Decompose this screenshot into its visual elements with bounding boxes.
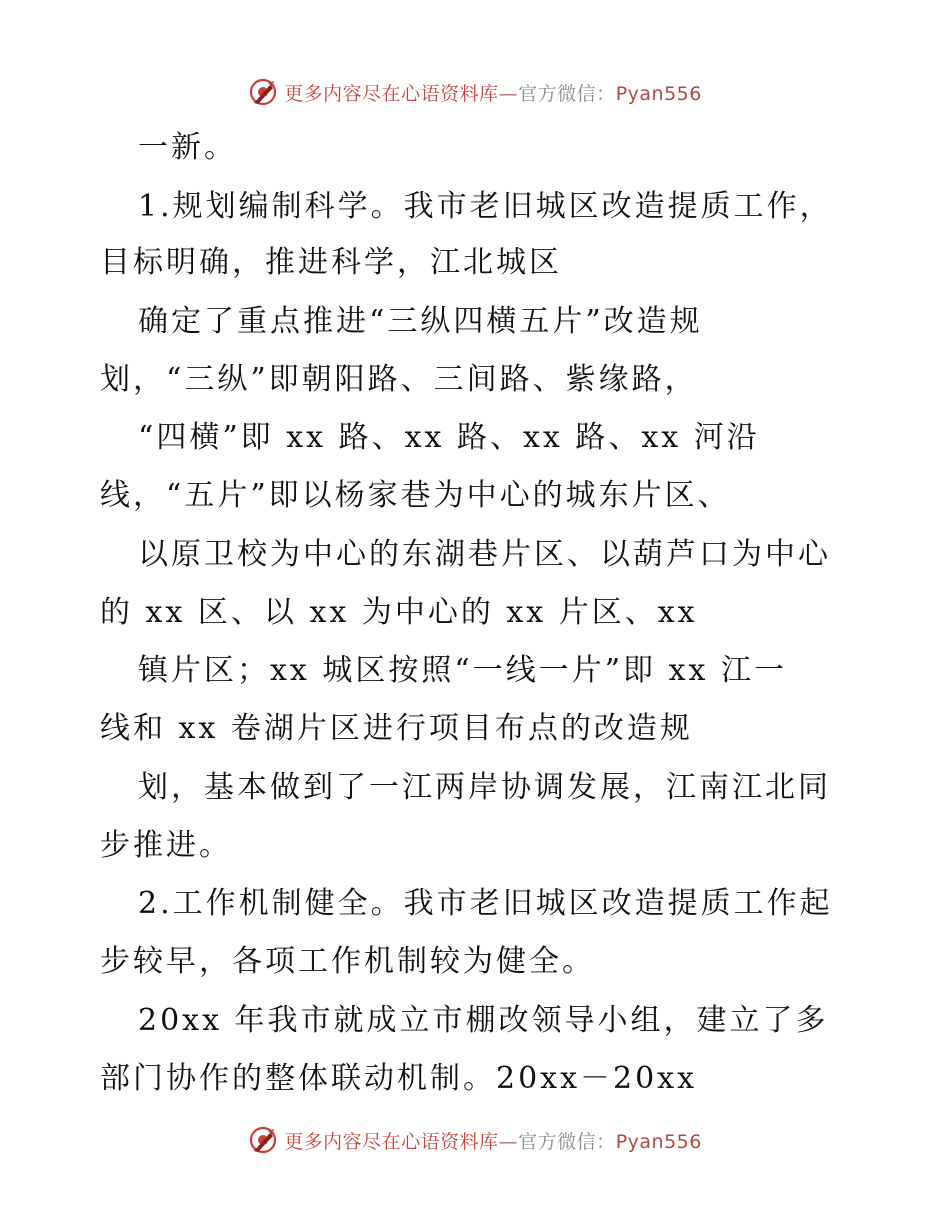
body-line: 镇片区；xx 城区按照“一线一片”即 xx 江一 xyxy=(138,653,787,688)
body-line: 2.工作机制健全。我市老旧城区改造提质工作起 xyxy=(138,886,833,921)
footer-separator: — xyxy=(498,1130,519,1153)
body-line: 确定了重点推进“三纵四横五片”改造规 xyxy=(138,304,703,339)
footer-brand: 更多内容尽在心语资料库 xyxy=(284,1130,499,1153)
body-line: 划，“三纵”即朝阳路、三间路、紫缘路， xyxy=(100,362,698,397)
body-line: 目标明确，推进科学，江北城区 xyxy=(100,245,562,280)
footer-wechat-id: Pyan556 xyxy=(615,1130,702,1153)
body-line: “四横”即 xx 路、xx 路、xx 路、xx 河沿 xyxy=(138,420,760,455)
body-line: 一新。 xyxy=(138,130,237,165)
body-line: 部门协作的整体联动机制。20xx－20xx xyxy=(100,1061,698,1096)
header-brand: 更多内容尽在心语资料库 xyxy=(284,82,499,105)
header-wechat-id: Pyan556 xyxy=(615,82,702,105)
body-line: 的 xx 区、以 xx 为中心的 xx 片区、xx xyxy=(100,595,698,630)
body-line: 步较早，各项工作机制较为健全。 xyxy=(100,944,595,979)
footer-official-label: 官方微信： xyxy=(518,1130,616,1153)
footer-banner xyxy=(0,1120,950,1160)
body-line: 划，基本做到了一江两岸协调发展，江南江北同 xyxy=(138,770,831,805)
header-separator: — xyxy=(498,82,519,105)
body-line: 步推进。 xyxy=(100,828,232,863)
feather-pen-logo-icon xyxy=(248,77,278,107)
footer-banner-text xyxy=(284,1127,702,1154)
body-line: 线，“五片”即以杨家巷为中心的城东片区、 xyxy=(100,478,731,513)
body-line: 20xx 年我市就成立市棚改领导小组，建立了多 xyxy=(138,1003,829,1038)
body-line: 以原卫校为中心的东湖巷片区、以葫芦口为中心 xyxy=(138,537,831,572)
header-official-label: 官方微信： xyxy=(518,82,616,105)
body-line: 线和 xx 卷湖片区进行项目布点的改造规 xyxy=(100,711,693,746)
body-line: 1.规划编制科学。我市老旧城区改造提质工作， xyxy=(138,189,833,224)
feather-pen-logo-icon xyxy=(248,1125,278,1155)
header-banner xyxy=(0,72,950,112)
header-banner-text xyxy=(284,79,702,106)
